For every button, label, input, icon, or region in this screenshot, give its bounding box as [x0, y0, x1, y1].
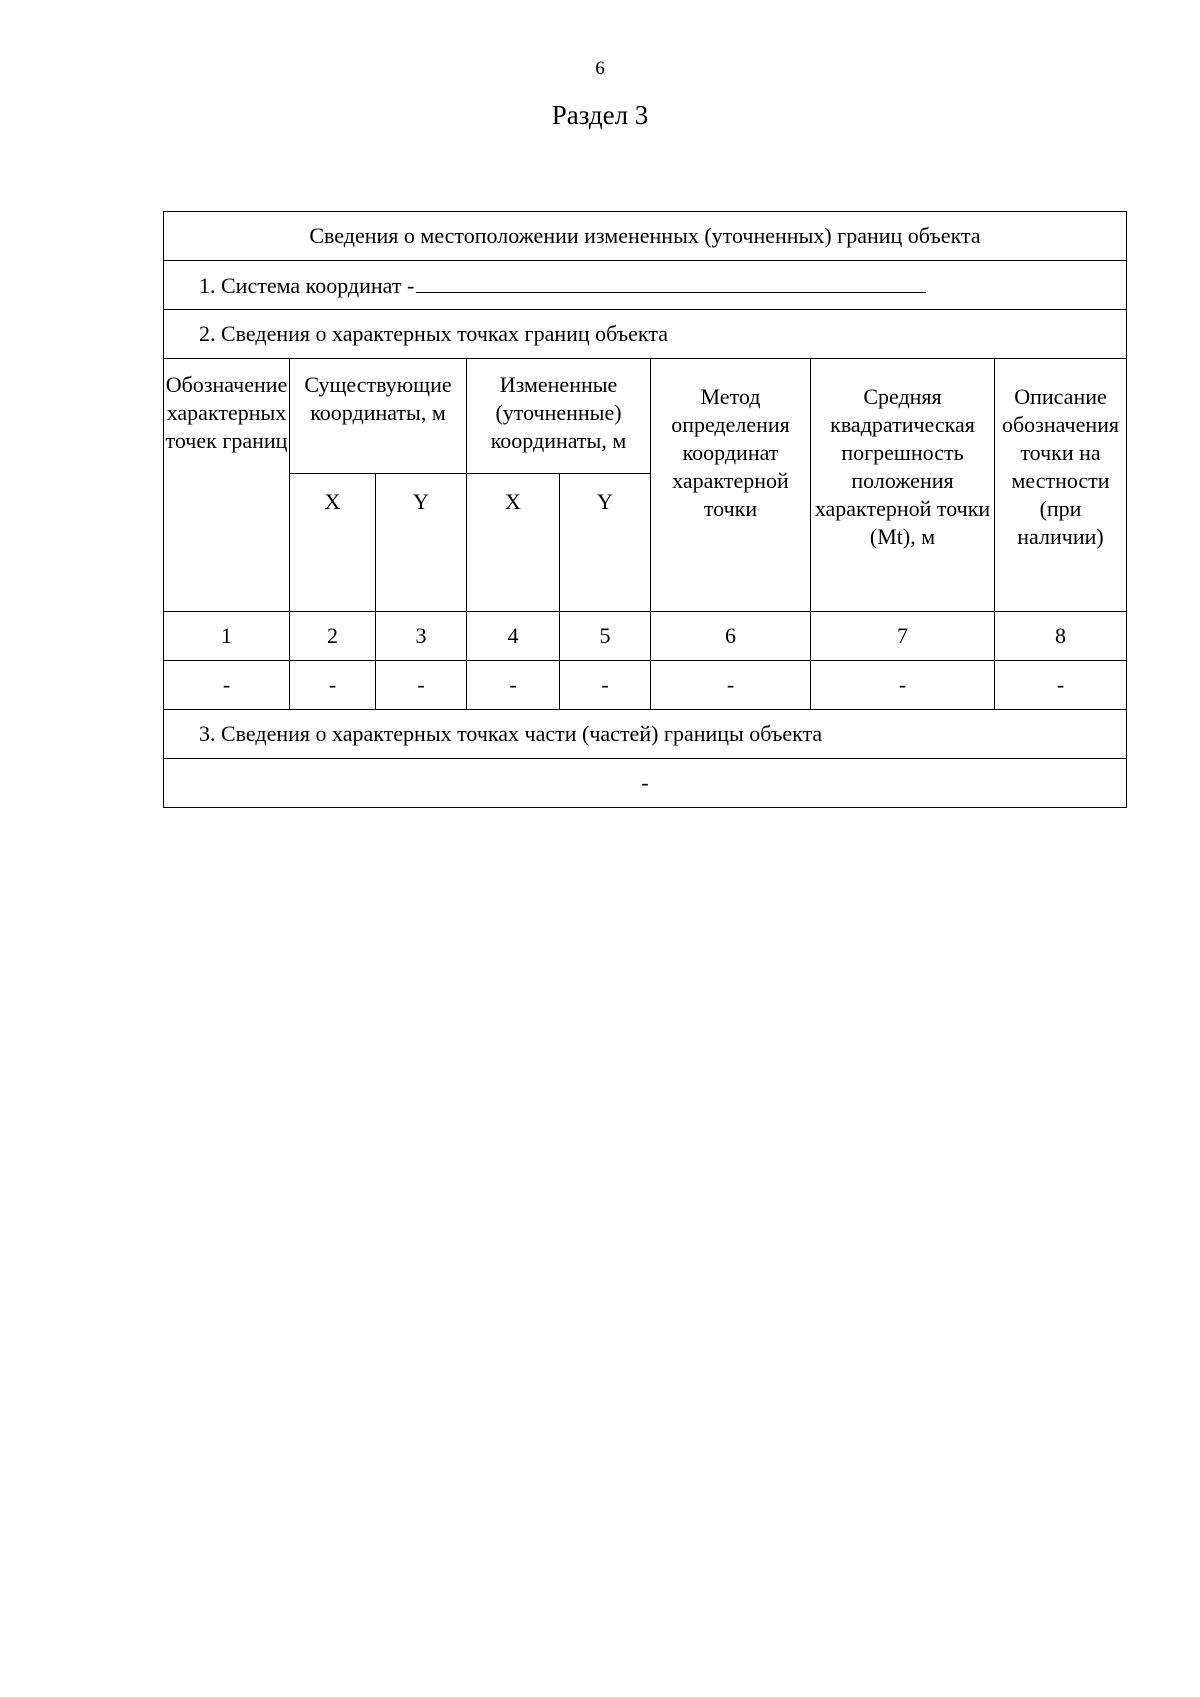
section-title: Раздел 3: [551, 100, 649, 130]
column-number: 5: [560, 612, 651, 661]
column-number: 8: [995, 612, 1127, 661]
parts-value: -: [164, 759, 1127, 808]
header-existing-y: Y: [376, 474, 467, 612]
table-cell: -: [376, 661, 467, 710]
header-point-description: Описание обозначения точки на местности (при наличии): [995, 359, 1127, 612]
column-number: 6: [651, 612, 811, 661]
boundary-table: [163, 211, 1127, 808]
column-number: 3: [376, 612, 467, 661]
column-number: 1: [164, 612, 290, 661]
page-number: 6: [595, 58, 605, 79]
column-number: 4: [467, 612, 560, 661]
table-cell: -: [164, 661, 290, 710]
column-number-row: [164, 612, 1127, 661]
coordinate-system-blank: [416, 270, 926, 293]
column-number: 7: [811, 612, 995, 661]
column-number: 2: [290, 612, 376, 661]
header-changed-coordinates: Измененные (уточненные) координаты, м: [467, 359, 651, 474]
header-changed-x: X: [467, 474, 560, 612]
coordinate-system-row: [164, 261, 1127, 310]
coordinate-system-label: 1. Система координат -: [199, 273, 415, 298]
table-cell: -: [467, 661, 560, 710]
table-cell: -: [995, 661, 1127, 710]
header-changed-y: Y: [560, 474, 651, 612]
header-method: Метод определения координат характерной точки: [651, 359, 811, 612]
table-title: Сведения о местоположении измененных (уточненных) границ объекта: [164, 212, 1127, 261]
table-cell: -: [290, 661, 376, 710]
header-mean-square-error: Средняя квадратическая погрешность положения характерной точки (Mt), м: [811, 359, 995, 612]
parts-heading: 3. Сведения о характерных точках части (частей) границы объекта: [164, 710, 1127, 759]
table-row: [164, 661, 1127, 710]
table-cell: -: [811, 661, 995, 710]
header-existing-x: X: [290, 474, 376, 612]
points-heading: 2. Сведения о характерных точках границ объекта: [164, 310, 1127, 359]
table-cell: -: [651, 661, 811, 710]
table-cell: -: [560, 661, 651, 710]
header-existing-coordinates: Существующие координаты, м: [290, 359, 467, 474]
header-designation: Обозначение характерных точек границ: [164, 359, 290, 612]
